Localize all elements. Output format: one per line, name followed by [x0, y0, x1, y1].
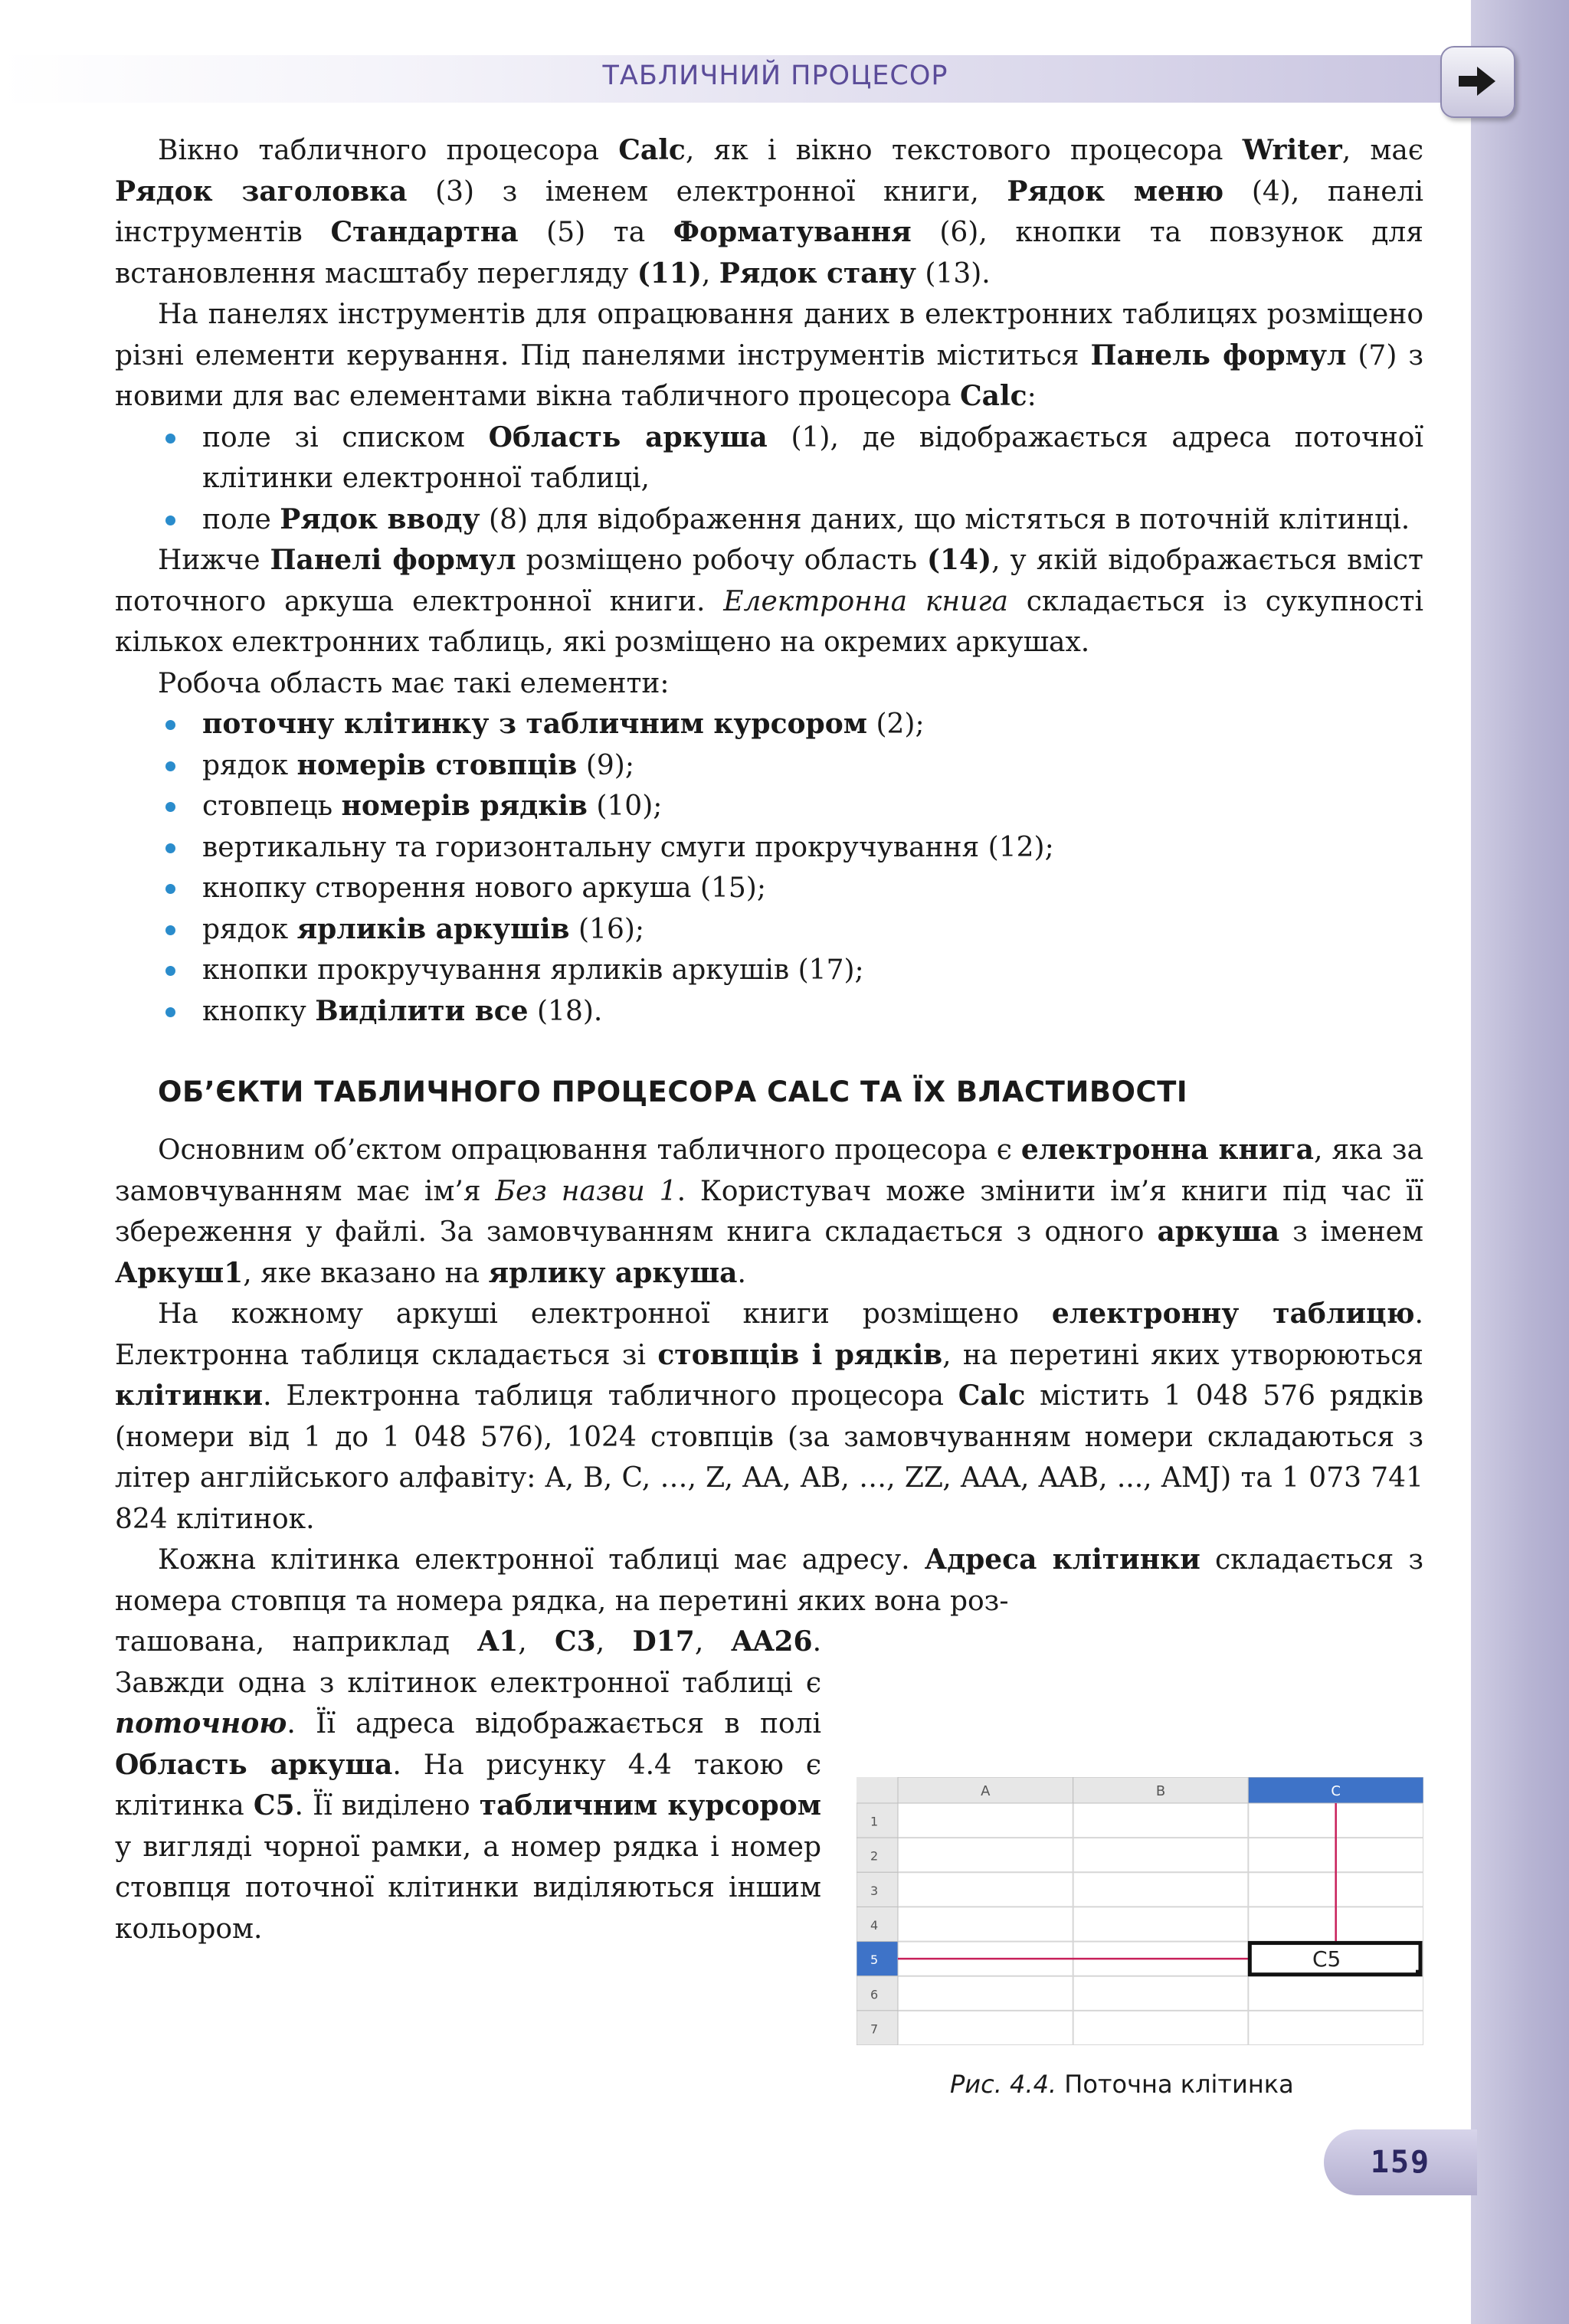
caption-text: Поточна клітинка — [1064, 2070, 1294, 2099]
caption-label: Рис. 4.4. — [950, 2070, 1057, 2099]
row-header-label: 5 — [870, 1952, 879, 1968]
list-item: вертикальну та горизонтальну смуги прокручування (12); — [115, 827, 1423, 869]
page-side-band — [1471, 0, 1569, 2324]
row-header-label: 7 — [870, 2021, 879, 2037]
column-header-label: A — [981, 1783, 991, 1799]
paragraph: Кожна клітинка електронної таблиці має адресу. Адреса клітинки складається з номера стовпця та номера рядка, на перетині яких вона роз- — [115, 1543, 1423, 1617]
list-item: рядок ярликів аркушів (16); — [115, 909, 1423, 951]
bullet-icon — [165, 966, 175, 976]
list-item: поточну клітинку з табличним курсором (2); — [115, 704, 1423, 745]
figure-caption — [950, 2070, 1348, 2099]
fill-handle — [1416, 1970, 1422, 1976]
paragraph: Вікно табличного процесора Calc, як і вікно текстового процесора Writer, має Рядок заголовка (3) з іменем електронної книги, Рядок меню (4), панелі інструментів Стандартна (5) та Форматування (6), кнопки та повзунок для встановлення масштабу перегляду (11), Рядок стану (13). — [115, 134, 1423, 290]
row-header-label: 6 — [870, 1987, 879, 2002]
panel-formula-list — [115, 417, 1423, 541]
bullet-icon — [165, 925, 175, 935]
arrow-right-icon — [1456, 63, 1499, 100]
list-item: кнопку створення нового аркуша (15); — [115, 868, 1423, 909]
next-arrow-button[interactable] — [1440, 46, 1515, 118]
list-item: стовпець номерів рядків (10); — [115, 786, 1423, 827]
running-header: ТАБЛИЧНИЙ ПРОЦЕСОР — [602, 61, 948, 91]
paragraph: На кожному аркуші електронної книги розміщено електронну таблицю. Електронна таблиця складається зі стовпців і рядків, на перетині яких утворюються клітинки. Електронна таблиця табличного процесора Calc містить 1 048 576 рядків (номери від 1 до 1 048 576), 1024 стовпців (за замовчуванням номери складаються з літер англійського алфавіту: A, B, C, …, Z, AA, AB, …, ZZ, AAA, AAB, ..., AMJ) та 1 073 741 824 клітинок. — [115, 1298, 1423, 1535]
bullet-icon — [165, 516, 175, 525]
figure-current-cell — [857, 1777, 1423, 2045]
bullet-icon — [165, 802, 175, 812]
row-header-label: 4 — [870, 1918, 879, 1933]
intro-paragraphs — [115, 130, 1423, 417]
bullet-icon — [165, 843, 175, 853]
page-number: 159 — [1324, 2129, 1477, 2195]
bullet-icon — [165, 761, 175, 771]
page-content — [115, 130, 1423, 1949]
section-heading: ОБ’ЄКТИ ТАБЛИЧНОГО ПРОЦЕСОРА CALC ТА ЇХ ВЛАСТИВОСТІ — [158, 1075, 1188, 1108]
bullet-icon — [165, 884, 175, 894]
list-item: кнопки прокручування ярликів аркушів (17); — [115, 950, 1423, 991]
current-cell-paragraph: ташована, наприклад A1, C3, D17, AA26. Завжди одна з клітинок електронної таблиці є поточною. Її адреса відображається в полі Область аркуша. На рисунку 4.4 такою є клітинка C5. Її виділено табличним курсором у вигляді чорної рамки, а номер рядка і номер стовпця поточної клітинки виділяються іншим кольором. — [115, 1625, 822, 1945]
list-item: поле Рядок вводу (8) для відображення даних, що містяться в поточній клітинці. — [115, 499, 1423, 541]
bullet-icon — [165, 434, 175, 444]
active-cell-label: C5 — [1312, 1946, 1341, 1972]
workarea-elements-list — [115, 704, 1423, 1032]
list-item: кнопку Виділити все (18). — [115, 991, 1423, 1033]
workarea-lead: Робоча область має такі елементи: — [158, 667, 670, 699]
row-header-label: 3 — [870, 1883, 879, 1898]
column-header-label: B — [1155, 1783, 1166, 1799]
workarea-paragraph: Нижче Панелі формул розміщено робочу область (14), у якій відображається вміст поточного аркуша електронної книги. Електронна книга складається із сукупності кількох електронних таблиць, які розміщено на окремих аркушах. — [115, 544, 1424, 658]
column-header-label: C — [1331, 1783, 1341, 1799]
list-item: рядок номерів стовпців (9); — [115, 745, 1423, 787]
bullet-icon — [165, 720, 175, 730]
paragraph: Основним об’єктом опрацювання табличного процесора є електронна книга, яка за замовчуванням має ім’я Без назви 1. Користувач може змінити ім’я книги під час її збереження у файлі. За замовчуванням книга складається з одного аркуша з іменем Аркуш1, яке вказано на ярлику аркуша. — [115, 1134, 1424, 1289]
list-item: поле зі списком Область аркуша (1), де відображається адреса поточної клітинки електронної таблиці, — [115, 417, 1423, 499]
bullet-icon — [165, 1007, 175, 1017]
section-paragraphs — [115, 1130, 1423, 1622]
row-header-label: 2 — [870, 1848, 879, 1864]
paragraph: На панелях інструментів для опрацювання даних в електронних таблицях розміщено різні елементи керування. Під панелями інструментів міститься Панель формул (7) з новими для вас елементами вікна табличного процесора Calc: — [115, 299, 1424, 412]
row-header-label: 1 — [870, 1814, 879, 1829]
